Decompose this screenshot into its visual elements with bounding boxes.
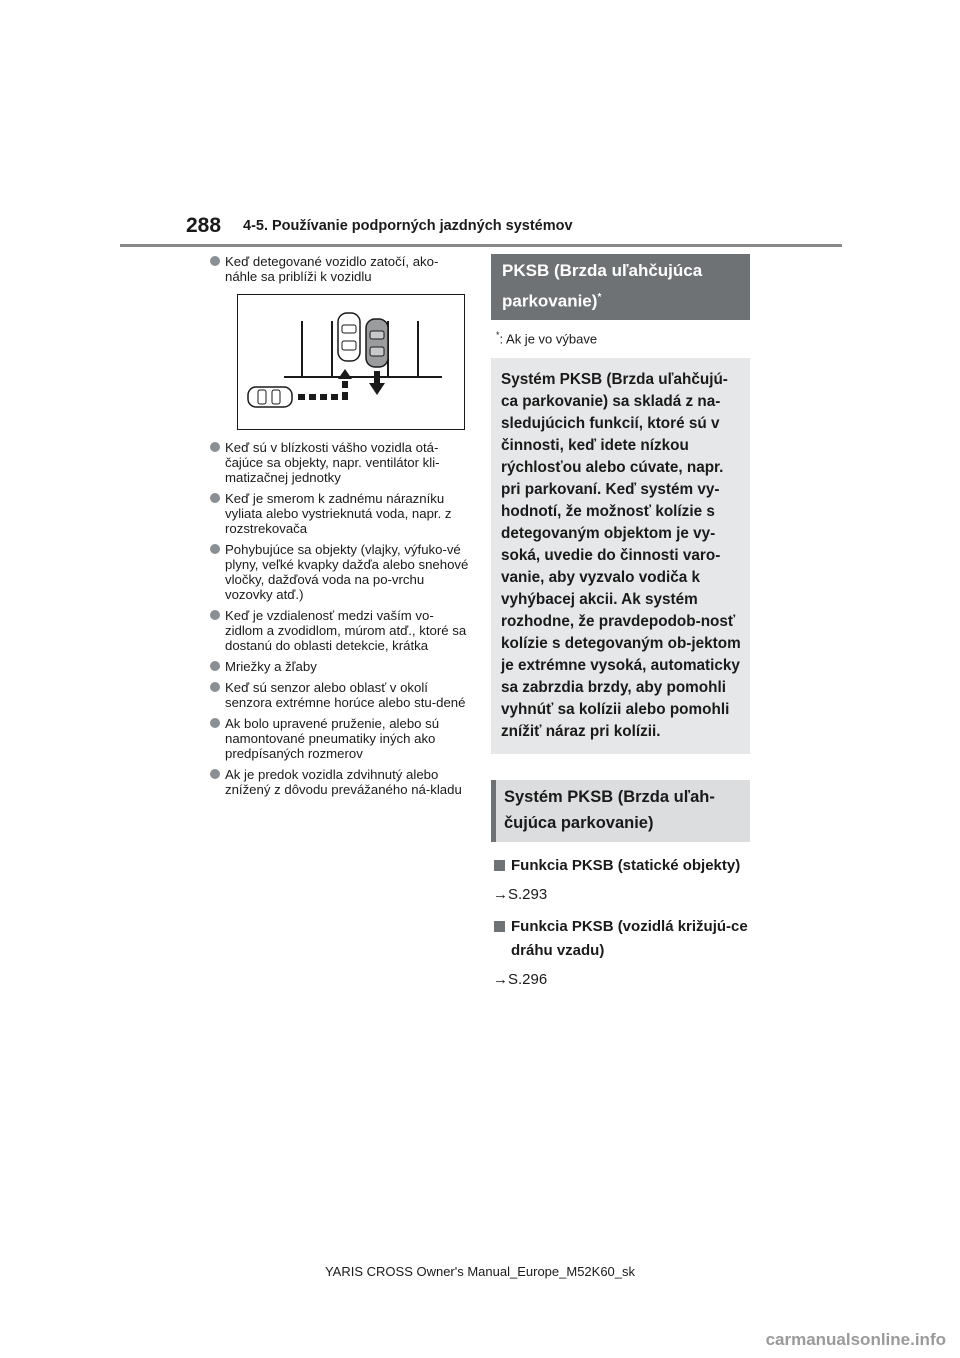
function-title: Funkcia PKSB (vozidlá križujú-ce dráhu vzadu) <box>511 917 748 959</box>
parked-car-gray-icon <box>366 319 388 367</box>
footer-text: YARIS CROSS Owner's Manual_Europe_M52K60_sk <box>324 1264 636 1279</box>
bullet-text: Pohybujúce sa objekty (vlajky, výfuko-vé plyny, veľké kvapky dažďa alebo snehové vločky, dažďová voda na po-vrchu vozovky atď.) <box>225 542 469 602</box>
bullet-item <box>210 542 470 602</box>
bullet-item <box>210 716 470 761</box>
pksb-heading <box>491 254 750 320</box>
parking-diagram <box>238 295 464 429</box>
footnote-mark: * <box>496 329 500 340</box>
bullet-dot-icon <box>210 544 220 554</box>
footnote-text: : Ak je vo výbave <box>499 330 598 346</box>
bullet-item <box>210 440 470 485</box>
section-title: 4-5. Používanie podporných jazdných systémov <box>243 218 573 234</box>
footnote <box>496 330 750 346</box>
pksb-heading-mark: * <box>597 292 602 303</box>
bullet-text: Ak je predok vozidla zdvihnutý alebo znížený z dôvodu prevážaného ná-kladu <box>225 767 462 797</box>
bullet-item <box>210 680 470 710</box>
bullet-item <box>210 491 470 536</box>
bullet-item <box>210 254 470 284</box>
bullet-dot-icon <box>210 442 220 452</box>
parked-car-white-icon <box>338 313 360 361</box>
right-column <box>491 254 750 988</box>
bullet-text: Keď detegované vozidlo zatočí, ako-náhle sa priblíži k vozidlu <box>225 254 439 284</box>
bullet-item <box>210 767 470 797</box>
page-number: 288 <box>186 214 222 237</box>
bullet-dot-icon <box>210 610 220 620</box>
bullet-dot-icon <box>210 256 220 266</box>
bullet-text: Keď sú senzor alebo oblasť v okolí senzora extrémne horúce alebo stu-dené <box>225 680 466 710</box>
bullet-dot-icon <box>210 718 220 728</box>
page-reference-link[interactable]: →S.293 <box>493 885 548 903</box>
bullet-item <box>210 659 470 674</box>
square-bullet-icon <box>494 860 505 871</box>
watermark-text: carmanualsonline.info <box>765 1330 946 1349</box>
square-bullet-icon <box>494 921 505 932</box>
pksb-heading-text: PKSB (Brzda uľahčujúca parkovanie) <box>502 261 703 311</box>
function-title: Funkcia PKSB (statické objekty) <box>511 856 741 874</box>
left-column <box>210 254 470 803</box>
bullet-text: Keď je vzdialenosť medzi vaším vo-zidlom a zvodidlom, múrom atď., ktoré sa dostanú do oblasti detekcie, krátka <box>225 608 467 653</box>
bullet-item <box>210 608 470 653</box>
header-rule <box>120 244 842 247</box>
bullet-text: Mriežky a žľaby <box>225 659 317 674</box>
bullet-text: Keď sú v blízkosti vášho vozidla otá-čajúce sa objekty, napr. ventilátor kli-matizačnej jednotky <box>225 440 440 485</box>
bullet-dot-icon <box>210 682 220 692</box>
bullet-dot-icon <box>210 661 220 671</box>
bullet-dot-icon <box>210 769 220 779</box>
parking-illustration <box>237 294 465 430</box>
bullet-dot-icon <box>210 493 220 503</box>
page-reference-link[interactable]: →S.296 <box>493 970 548 988</box>
reverse-arrow-icon <box>369 371 385 395</box>
approaching-car-icon <box>248 387 292 407</box>
bullet-text: Ak bolo upravené pruženie, alebo sú namontované pneumatiky iných ako predpísaných rozmerov <box>225 716 440 761</box>
pksb-info-box: Systém PKSB (Brzda uľahčujú-ca parkovanie) sa skladá z na-sledujúcich funkcií, ktoré sú v činnosti, keď idete nízkou rýchlosťou alebo cúvate, napr. pri parkovaní. Keď systém vy-hodnotí, že možnosť kolízie s detegovaným objektom je vy-soká, uvedie do činnosti varo-vanie, aby vyzvalo vodiča k vyhýbacej akcii. Ak systém rozhodne, že pravdepodob-nosť kolízie s detegovaným ob-jektom je extrémne vysoká, automaticky sa zabrzdia brzdy, aby pomohli vyhnúť sa kolízii alebo pomohli znížiť náraz pri kolízii. <box>491 358 750 754</box>
function-item <box>491 915 750 963</box>
function-item <box>491 854 750 878</box>
bullet-text: Keď je smerom k zadnému nárazníku vyliata alebo vystrieknutá voda, napr. z rozstrekovača <box>225 491 452 536</box>
dotted-path-icon <box>298 369 352 400</box>
system-heading: Systém PKSB (Brzda uľah-čujúca parkovanie) <box>491 780 750 842</box>
